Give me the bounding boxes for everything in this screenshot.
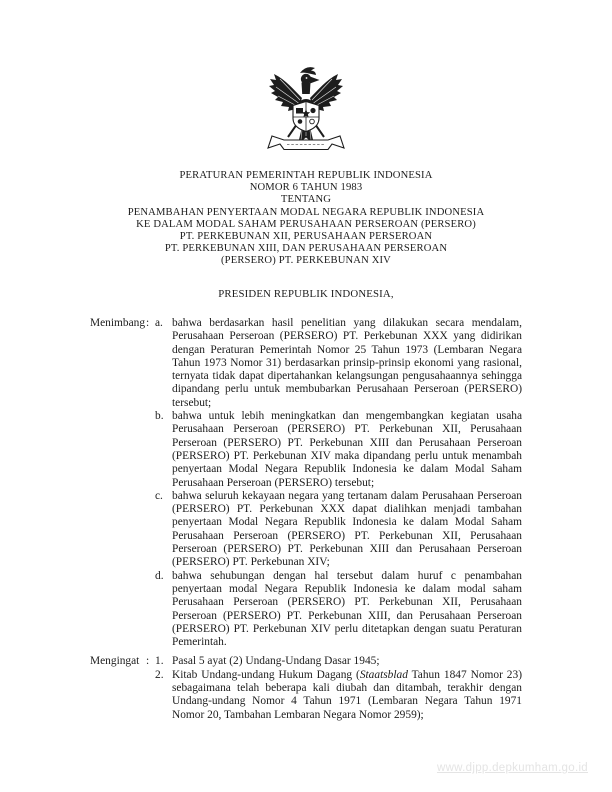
item-text: bahwa seluruh kekayaan negara yang tertanam dalam Perusahaan Perseroan (PERSERO) PT. Perkebunan XXX dapat dialihkan menjadi tambahan penyertaan Modal Negara Republik Indonesia ke dalam Modal Saham Perusahaan Perseroan (PERSERO) PT. Perkebunan XII, Perusahaan Perseroan (PERSERO) PT. Perkebunan XIII dan Perusahaan Perseroan (PERSERO) PT. Perkebunan XIV; (172, 489, 522, 569)
item-text-part: Tahun 1847 Nomor 23) sebagaimana telah beberapa kali diubah dan ditambah, terakhir dengan Undang-undang Nomor 4 Tahun 1971 (Lembaran Negara Tahun 1971 Nomor 20, Tambahan Lembaran Negara Nomor 2959); (172, 668, 522, 721)
menimbang-item-a (90, 317, 522, 410)
garuda-icon (266, 64, 346, 154)
item-text: bahwa sehubungan dengan hal tersebut dalam huruf c penambahan penyertaan modal Negara Republik Indonesia ke dalam modal saham Perusahaan Perseroan (PERSERO) PT. Perkebunan XII, Perusahaan Perseroan (PERSERO) PT. Perkebunan XIII, dan Perusahaan Perseroan (PERSERO) PT. Perkebunan XIV perlu ditetapkan dengan suatu Peraturan Pemerintah. (172, 569, 522, 649)
menimbang-label: Menimbang (90, 317, 146, 329)
salutation-line: PRESIDEN REPUBLIK INDONESIA, (218, 288, 394, 300)
item-text: bahwa berdasarkan hasil penelitian yang dilakukan secara mendalam, Perusahaan Perseroan (PERSERO) PT. Perkebunan XXX yang didirikan dengan Peraturan Pemerintah Nomor 25 Tahun 1973 (Lembaran Negara Tahun 1973 Nomor 31) berdasarkan prinsip-prinsip ekonomi yang rasional, ternyata tidak dapat dipertahankan kelangsungan pengusahaannya sehingga dipandang perlu untuk membubarkan Perusahaan Perseroan (PERSERO) tersebut; (172, 317, 522, 409)
mengingat-label: Mengingat (90, 655, 140, 668)
item-marker: b. (155, 410, 164, 423)
menimbang-section (90, 317, 522, 649)
item-text (172, 669, 522, 722)
title-line-tentang: TENTANG (280, 194, 332, 206)
title-line-subject-2: KE DALAM MODAL SAHAM PERUSAHAAN PERSEROAN (PERSERO) (136, 218, 476, 230)
title-line-number: NOMOR 6 TAHUN 1983 (249, 182, 363, 194)
title-line-subject-1: PENAMBAHAN PENYERTAAN MODAL NEGARA REPUBLIK INDONESIA (127, 206, 485, 218)
title-line-subject-5: (PERSERO) PT. PERKEBUNAN XIV (221, 255, 391, 267)
document-title-block (0, 170, 612, 268)
menimbang-item-c (90, 490, 522, 570)
watermark-link[interactable]: www.djpp.depkumham.go.id (436, 762, 588, 774)
item-text-part: Kitab Undang-undang Hukum Dagang ( (172, 668, 360, 681)
item-text: Pasal 5 ayat (2) Undang-Undang Dasar 1945; (172, 655, 380, 668)
document-body (90, 317, 522, 722)
item-text: bahwa untuk lebih meningkatkan dan mengembangkan kegiatan usaha Perusahaan Perseroan (PERSERO) PT. Perkebunan XII, Perusahaan Perseroan (PERSERO) PT. Perkebunan XIII dan Perusahaan Perseroan (PERSERO) PT. Perkebunan XIV maka dipandang perlu untuk menambah penyertaan Modal Negara Republik Indonesia ke dalam Modal Saham Perusahaan Perseroan (PERSERO) tersebut; (172, 410, 522, 489)
menimbang-item-b (90, 410, 522, 490)
item-marker: d. (155, 569, 164, 582)
item-marker: c. (155, 489, 163, 502)
menimbang-item-d (90, 570, 522, 650)
title-line-subject-4: PT. PERKEBUNAN XIII, DAN PERUSAHAAN PERSEROAN (164, 243, 448, 255)
mengingat-item-1 (90, 655, 522, 668)
title-line-regulation: PERATURAN PEMERINTAH REPUBLIK INDONESIA (179, 170, 433, 181)
menimbang-colon: : (146, 317, 150, 329)
garuda-pancasila-emblem (266, 64, 346, 154)
item-text-italic-part: Staatsblad (359, 668, 408, 681)
mengingat-colon: : (146, 655, 150, 668)
title-line-subject-3: PT. PERKEBUNAN XII, PERUSAHAAN PERSEROAN (179, 231, 433, 243)
mengingat-item-2 (90, 669, 522, 722)
mengingat-section (90, 655, 522, 721)
item-marker: 2. (155, 668, 164, 681)
item-marker: a. (155, 317, 163, 329)
item-marker: 1. (155, 655, 164, 668)
